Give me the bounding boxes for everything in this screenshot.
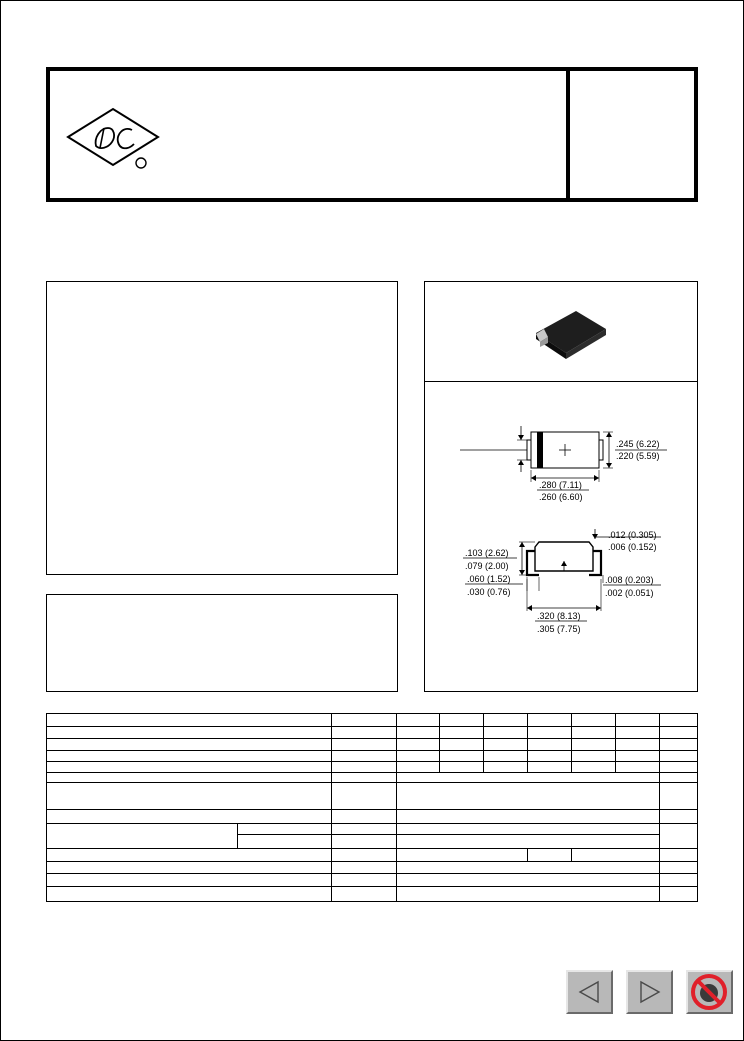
package-photo — [530, 305, 610, 365]
top-length-max-label: .280 (7.11) — [539, 480, 582, 490]
left-triangle-icon — [568, 972, 611, 1012]
company-logo — [66, 106, 162, 172]
overall-length-min-label: .305 (7.75) — [537, 624, 581, 634]
previous-page-button[interactable] — [566, 970, 613, 1014]
overall-length-max-label: .320 (8.13) — [537, 611, 581, 621]
side-view-diagram — [455, 525, 695, 640]
mechanical-data-panel — [46, 594, 398, 692]
ratings-table-grid — [47, 714, 697, 901]
top-width-max-label: .245 (6.22) — [616, 439, 660, 449]
standoff-max-label: .008 (0.203) — [605, 575, 654, 585]
lead-thickness-max-label: .012 (0.305) — [608, 530, 657, 540]
body-height-min-label: .079 (2.00) — [465, 561, 509, 571]
ratings-table — [46, 713, 698, 902]
right-triangle-icon — [628, 972, 671, 1012]
header-divider — [566, 67, 570, 202]
standoff-min-label: .002 (0.051) — [605, 588, 654, 598]
top-view-diagram — [455, 420, 695, 510]
top-width-min-label: .220 (5.59) — [616, 451, 660, 461]
exit-button[interactable] — [686, 970, 733, 1014]
no-entry-icon — [688, 972, 731, 1012]
lead-thickness-min-label: .006 (0.152) — [608, 542, 657, 552]
foot-length-max-label: .060 (1.52) — [467, 574, 511, 584]
foot-length-min-label: .030 (0.76) — [467, 587, 511, 597]
next-page-button[interactable] — [626, 970, 673, 1014]
top-length-min-label: .260 (6.60) — [539, 492, 583, 502]
body-height-max-label: .103 (2.62) — [465, 548, 509, 558]
package-divider — [424, 381, 698, 382]
features-panel — [46, 281, 398, 575]
